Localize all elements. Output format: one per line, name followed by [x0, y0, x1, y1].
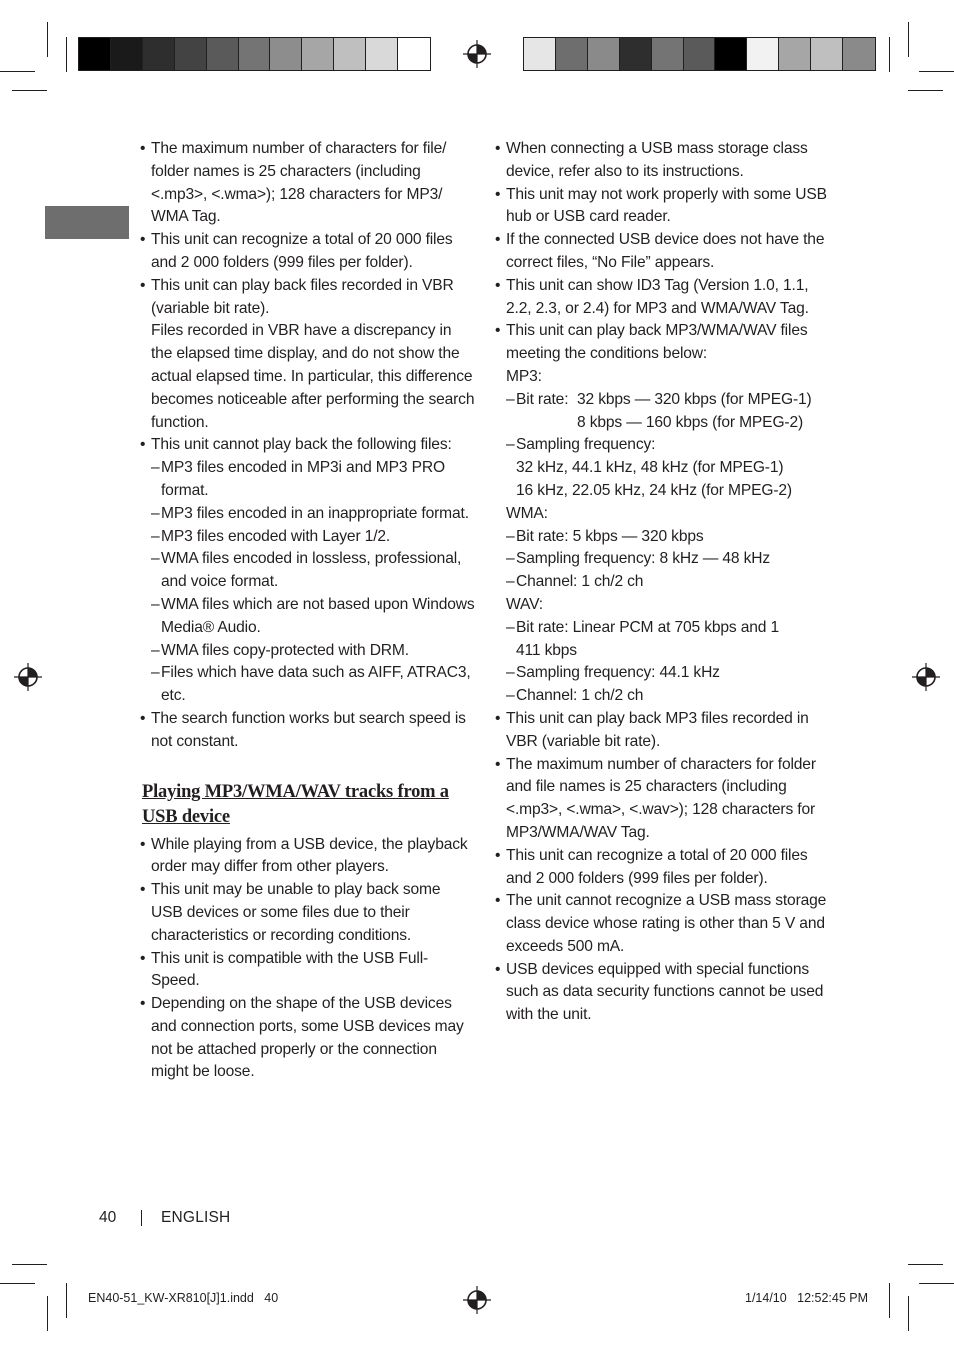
color-swatch: [302, 38, 334, 70]
registration-mark-icon: [912, 663, 940, 691]
crop-mark: [889, 37, 890, 72]
sub-item: – MP3 files encoded in MP3i and MP3 PRO format.: [140, 457, 475, 503]
list-item: • This unit can play back files recorded in VBR (variable bit rate).: [140, 275, 475, 321]
color-swatch: [270, 38, 302, 70]
color-swatch: [334, 38, 366, 70]
format-label-wav: WAV:: [506, 595, 543, 613]
color-swatch: [588, 38, 620, 70]
color-swatch: [620, 38, 652, 70]
sub-item: – Files which have data such as AIFF, ATRAC3, etc.: [140, 662, 475, 708]
crop-mark: [919, 71, 954, 72]
list-item: • While playing from a USB device, the playback order may differ from other players.: [140, 834, 475, 880]
right-column: [495, 138, 835, 1027]
page-language: ENGLISH: [161, 1209, 231, 1226]
crop-mark: [47, 1296, 48, 1331]
crop-mark: [66, 37, 67, 72]
sub-item: – Sampling frequency: 8 kHz — 48 kHz: [495, 548, 835, 571]
list-item: • This unit is compatible with the USB Full-Speed.: [140, 948, 475, 994]
crop-mark: [919, 1283, 954, 1284]
list-item: • This unit can recognize a total of 20 000 files and 2 000 folders (999 files per folder).: [495, 845, 835, 891]
color-swatch: [811, 38, 843, 70]
mp3-bitrate-label: – Bit rate:: [516, 390, 569, 408]
sub-item: – WMA files encoded in lossless, professional, and voice format.: [140, 548, 475, 594]
mp3-bitrate-value: 32 kbps — 320 kbps (for MPEG-1): [577, 390, 812, 408]
vbr-note: Files recorded in VBR have a discrepancy in the elapsed time display, and do not show the actual elapsed time. In particular, this difference becomes noticeable after performing the search function.: [151, 322, 475, 431]
sampling-value: 32 kHz, 44.1 kHz, 48 kHz (for MPEG-1): [516, 459, 784, 477]
crop-mark: [908, 1264, 943, 1265]
sub-item: – Sampling frequency: 44.1 kHz: [495, 662, 835, 685]
sub-item: – Bit rate: 5 kbps — 320 kbps: [495, 526, 835, 549]
color-swatch: [747, 38, 779, 70]
mp3-bitrate-row: [495, 412, 835, 435]
color-swatch: [398, 38, 430, 70]
sub-item: – Channel: 1 ch/2 ch: [495, 571, 835, 594]
list-item: • The maximum number of characters for folder and file names is 25 characters (including <.mp3>, <.wma>, <.wav>); 128 characters for MP3/WMA/WAV Tag.: [495, 754, 835, 845]
sub-item: – WMA files copy-protected with DRM.: [140, 640, 475, 663]
color-swatch: [556, 38, 588, 70]
color-swatch: [843, 38, 875, 70]
crop-mark: [12, 90, 47, 91]
bullet-list: [140, 708, 475, 754]
color-swatch: [175, 38, 207, 70]
list-item: • This unit cannot play back the following files:: [140, 434, 475, 457]
list-item: • The search function works but search speed is not constant.: [140, 708, 475, 754]
bullet-list: [140, 834, 475, 1085]
list-item: • This unit can recognize a total of 20 000 files and 2 000 folders (999 files per folder).: [140, 229, 475, 275]
registration-mark-icon: [463, 1286, 491, 1314]
crop-mark: [0, 1283, 35, 1284]
crop-mark: [12, 1264, 47, 1265]
crop-mark: [908, 1296, 909, 1331]
sub-item: – Sampling frequency:: [495, 434, 835, 457]
bullet-list: [495, 138, 835, 366]
format-label-mp3: MP3:: [506, 367, 542, 385]
crop-mark: [908, 22, 909, 57]
bullet-list: [140, 434, 475, 457]
list-item: • This unit can show ID3 Tag (Version 1.0, 1.1, 2.2, 2.3, or 2.4) for MP3 and WMA/WAV Tag.: [495, 275, 835, 321]
mp3-bitrate-value: 8 kbps — 160 kbps (for MPEG-2): [577, 413, 804, 431]
sub-item: – WMA files which are not based upon Windows Media® Audio.: [140, 594, 475, 640]
color-swatch: [207, 38, 239, 70]
format-label-wma: WMA:: [506, 504, 548, 522]
crop-mark: [47, 22, 48, 57]
list-item: • USB devices equipped with special functions such as data security functions cannot be used with the unit.: [495, 959, 835, 1027]
color-swatch: [524, 38, 556, 70]
color-swatch: [143, 38, 175, 70]
page-number-divider: [141, 1210, 142, 1226]
sub-item: – MP3 files encoded with Layer 1/2.: [140, 526, 475, 549]
list-item: • This unit may not work properly with some USB hub or USB card reader.: [495, 184, 835, 230]
section-heading: Playing MP3/WMA/WAV tracks from a USB device: [142, 781, 449, 827]
bullet-list: [140, 138, 475, 320]
color-swatch: [652, 38, 684, 70]
color-swatch: [366, 38, 398, 70]
list-item: • This unit can play back MP3/WMA/WAV files meeting the conditions below:: [495, 320, 835, 366]
sub-item: – Channel: 1 ch/2 ch: [495, 685, 835, 708]
color-calibration-bar: [523, 37, 876, 71]
color-swatch: [79, 38, 111, 70]
color-swatch: [239, 38, 271, 70]
bullet-list: [495, 708, 835, 1027]
sampling-value: 16 kHz, 22.05 kHz, 24 kHz (for MPEG-2): [516, 481, 792, 499]
mp3-bitrate-row: [495, 389, 835, 412]
crop-mark: [889, 1283, 890, 1318]
color-swatch: [715, 38, 747, 70]
sub-item: – MP3 files encoded in an inappropriate format.: [140, 503, 475, 526]
crop-mark: [0, 71, 35, 72]
slug-timestamp: 1/14/10 12:52:45 PM: [745, 1291, 869, 1305]
color-calibration-bar: [78, 37, 431, 71]
list-item: • This unit may be unable to play back some USB devices or some files due to their characteristics or recording conditions.: [140, 879, 475, 947]
crop-mark: [908, 90, 943, 91]
slug-filename: EN40-51_KW-XR810[J]1.indd 40: [88, 1291, 279, 1305]
registration-mark-icon: [14, 663, 42, 691]
list-item: • This unit can play back MP3 files recorded in VBR (variable bit rate).: [495, 708, 835, 754]
list-item: • When connecting a USB mass storage class device, refer also to its instructions.: [495, 138, 835, 184]
sub-item: – Bit rate: Linear PCM at 705 kbps and 1 411 kbps: [495, 617, 786, 663]
registration-mark-icon: [463, 40, 491, 68]
list-item: • Depending on the shape of the USB devices and connection ports, some USB devices may not be attached properly or the connection might be loose.: [140, 993, 475, 1084]
left-column: [140, 138, 475, 1084]
list-item: • If the connected USB device does not have the correct files, “No File” appears.: [495, 229, 835, 275]
crop-mark: [66, 1283, 67, 1318]
color-swatch: [779, 38, 811, 70]
color-swatch: [111, 38, 143, 70]
page-number: 40: [99, 1209, 117, 1226]
list-item: • The maximum number of characters for file/ folder names is 25 characters (including <.mp3>, <.wma>); 128 characters for MP3/ WMA Tag.: [140, 138, 475, 229]
list-item: • The unit cannot recognize a USB mass storage class device whose rating is other than 5 V and exceeds 500 mA.: [495, 890, 835, 958]
color-swatch: [684, 38, 716, 70]
section-tab-marker: [45, 206, 129, 239]
